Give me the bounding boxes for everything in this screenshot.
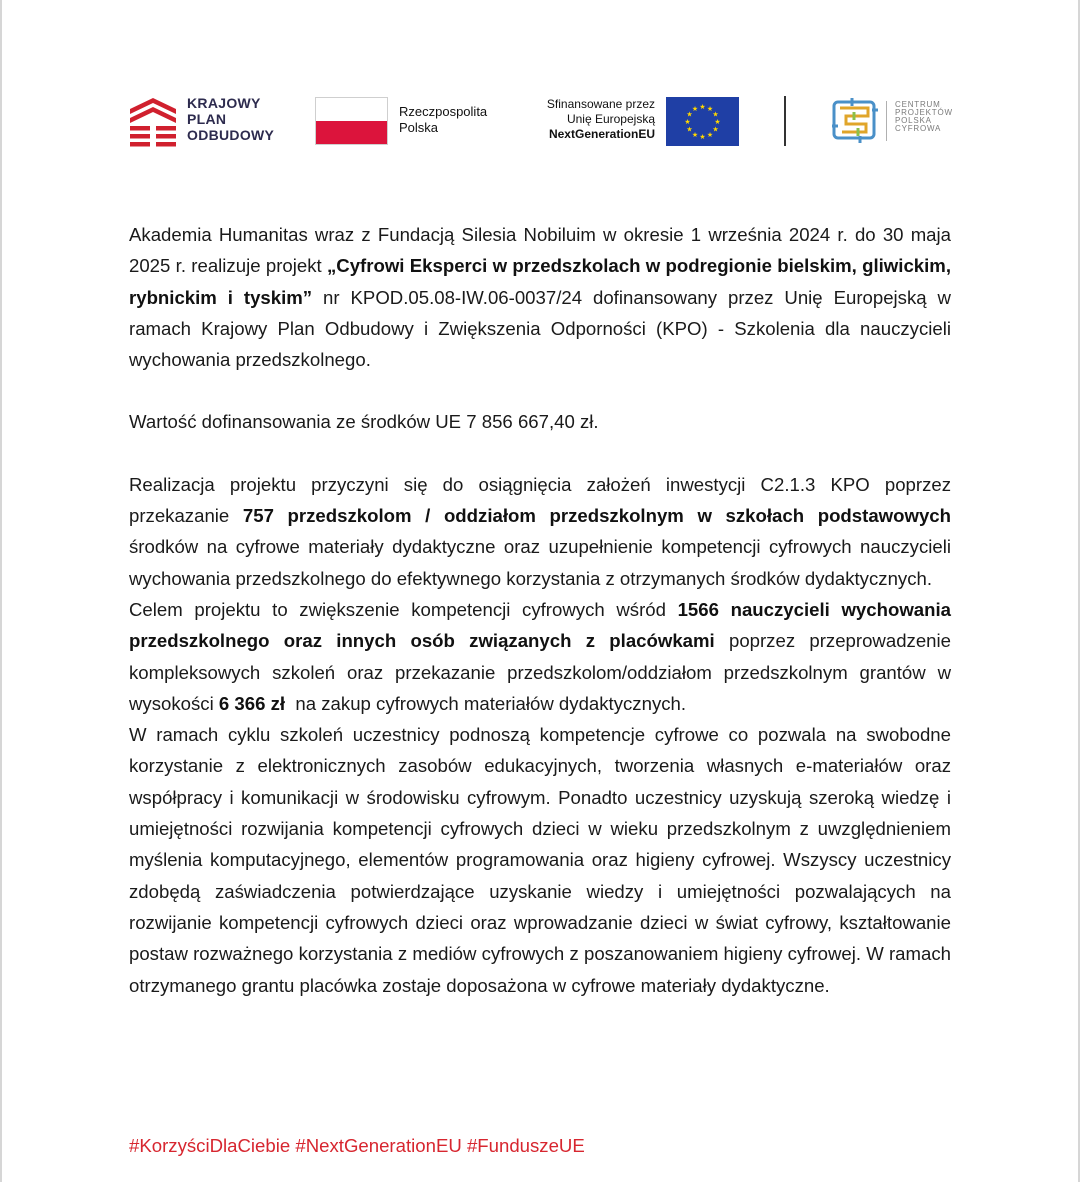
eu-logo-text [507,97,655,142]
kpo-line-2: PLAN [187,111,227,127]
eu-line-1: Sfinansowane przez [546,97,655,111]
eu-star-icon: ★ [699,134,706,141]
kpo-logo-text [187,95,274,143]
eu-line-3: NextGenerationEU [548,127,655,141]
goal-text-3: na zakup cyfrowych materiałów dydaktycznych. [285,692,687,714]
eu-star-icon: ★ [706,106,714,113]
impact-text-2: środków na cyfrowe materiały dydaktyczne oraz uzupełnienie kompetencji cyfrowych nauczycieli wychowania przedszkolnego do efektywnego korzystania z otrzymanych środków dydaktycznych. [129,536,951,589]
document-body [129,219,951,1001]
goal-text-2: poprzez przeprowadzenie kompleksowych szkoleń oraz przekazanie przedszkolom/oddziałom przedszkolnym grantów w wysokości [129,630,951,714]
impact-text-1: Realizacja projektu przyczyni się do osiągnięcia założeń inwestycji C2.1.3 KPO poprzez przekazanie [129,473,951,527]
goal-highlight-teachers: 1566 nauczycieli wychowania przedszkolnego oraz innych osób związanych z placówkami [129,598,951,652]
goal-text-1: Celem projektu to zwiększenie kompetencji cyfrowych wśród [129,598,678,620]
paragraph-project-intro [129,219,951,375]
eu-star-icon: ★ [686,111,693,119]
eu-star-icon: ★ [684,119,691,126]
hashtags: #KorzyściDlaCiebie #NextGenerationEU #FunduszeUE [129,1135,585,1156]
cppc-line-1: CENTRUM [895,100,941,109]
logo-divider [784,96,786,146]
eu-star-icon: ★ [712,111,719,119]
cppc-maze-icon [832,96,878,144]
rp-line-2: Polska [399,120,439,135]
kpo-emblem-icon [130,98,176,148]
eu-star-icon: ★ [706,132,714,139]
kpo-line-3: ODBUDOWY [187,127,275,143]
eu-star-icon: ★ [714,119,721,126]
cppc-logo-text [895,101,953,133]
kpo-line-1: KRAJOWY [187,95,261,111]
rp-logo-text [399,104,487,136]
page-border-left [0,0,2,1182]
cppc-separator [886,101,887,141]
intro-text-1: Akademia Humanitas wraz z Fundacją Silesia Nobiluim w okresie 1 września 2024 r. do 30 maja 2025 r. realizuje projekt [129,224,951,277]
cppc-line-4: CYFROWA [895,124,942,133]
eu-flag-icon [666,97,739,146]
project-title: „Cyfrowi Eksperci w przedszkolach w podregionie bielskim, gliwickim, rybnickim i tyskim” [129,255,951,308]
eu-star-icon: ★ [691,132,699,139]
cppc-line-3: POLSKA [895,116,932,125]
paragraph-funding-value: Wartość dofinansowania ze środków UE 7 856 667,40 zł. [129,411,599,433]
rp-line-1: Rzeczpospolita [399,104,488,119]
cppc-line-2: PROJEKTÓW [895,108,953,117]
impact-highlight: 757 przedszkolom / oddziałom przedszkolnym w szkołach podstawowych [242,505,951,527]
polish-flag-icon [315,97,388,145]
goal-highlight-grant: 6 366 zł [218,692,286,714]
intro-text-2: nr KPOD.05.08-IW.06-0037/24 dofinansowany przez Unię Europejską w ramach Krajowy Plan Odbudowy i Zwiększenia Odporności (KPO) - Szkolenia dla nauczycieli wychowania przedszkolnego. [129,286,951,371]
logo-bar [130,92,960,152]
paragraph-project-impact [129,469,951,594]
eu-star-icon: ★ [691,106,699,113]
paragraph-training-details: W ramach cyklu szkoleń uczestnicy podnoszą kompetencje cyfrowe co pozwala na swobodne korzystanie z elektronicznych zasobów edukacyjnych, tworzenia własnych e-materiałów oraz współpracy i komunikacji w środowisku cyfrowym. Ponadto uczestnicy uzyskują szeroką wiedzę i umiejętności rozwijania kompetencji cyfrowych dzieci w wieku przedszkolnym z uwzględnieniem myślenia komputacyjnego, elementów programowania oraz higieny cyfrowej. Wszyscy uczestnicy zdobędą zaświadczenia potwierdzające uzyskanie wiedzy i umiejętności pozwalających na rozwijanie kompetencji cyfrowych dzieci oraz wprowadzanie dzieci w świat cyfrowy, kształtowanie postaw rozważnego korzystania z mediów cyfrowych z poszanowaniem higieny cyfrowej. W ramach otrzymanego grantu placówka zostaje doposażona w cyfrowe materiały dydaktyczne. [129,724,951,996]
kpo-logo [130,94,290,148]
eu-stars-icon [666,97,739,146]
eu-line-2: Unię Europejską [566,112,655,126]
eu-star-icon: ★ [686,126,693,134]
eu-star-icon: ★ [699,104,706,111]
eu-star-icon: ★ [712,126,719,134]
paragraph-project-goal [129,594,951,719]
